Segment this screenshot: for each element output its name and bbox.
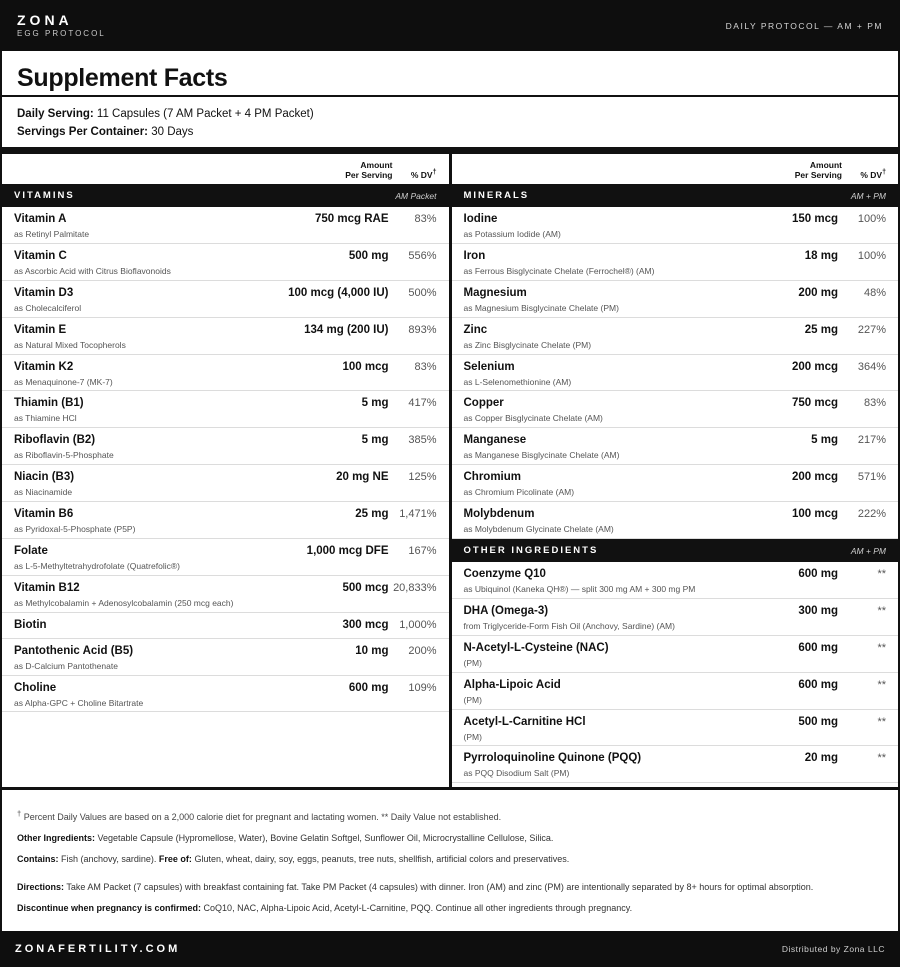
- section-note: AM Packet: [395, 190, 437, 201]
- ingredient-values: [798, 678, 886, 709]
- ingredient-name: Acetyl-L-Carnitine HCl: [463, 715, 586, 728]
- ingredient-dv: 109%: [408, 681, 437, 694]
- servings-per-container-line: [17, 123, 883, 141]
- ingredient-form: as Niacinamide: [14, 487, 73, 498]
- ingredient-form: as Magnesium Bisglycinate Chelate (PM): [463, 302, 619, 313]
- ingredient-values: [792, 396, 886, 427]
- section-bar-vitamins: [2, 184, 449, 207]
- other-ingredients-list: [452, 562, 899, 783]
- ingredient-amount: 500 mg: [798, 715, 838, 728]
- dv-header: % DV†: [410, 168, 437, 180]
- ingredient-form: as Zinc Bisglycinate Chelate (PM): [463, 339, 592, 350]
- ingredient-form: as Potassium Iodide (AM): [463, 229, 561, 239]
- ingredient-amount: 25 mg: [355, 508, 389, 521]
- ingredient-name: Pantothenic Acid (B5): [14, 644, 134, 657]
- ingredient-row: [452, 465, 899, 502]
- section-title: VITAMINS: [14, 190, 75, 201]
- ingredient-amount: 5 mg: [811, 434, 838, 447]
- section-note: AM + PM: [850, 545, 886, 556]
- ingredient-name: Biotin: [14, 618, 47, 631]
- ingredient-values: [342, 618, 436, 638]
- ingredient-name: Vitamin C: [14, 249, 67, 262]
- ingredient-row: [2, 355, 449, 392]
- ingredient-dv: 217%: [857, 434, 886, 447]
- contains-note: Contains: Fish (anchovy, sardine). Free of: Gluten, wheat, dairy, soy, eggs, peanuts, tree nuts, shellfish, artificial colors and preservatives.: [17, 854, 570, 864]
- ingredient-form: as Thiamine HCl: [14, 413, 77, 424]
- ingredient-values: [792, 212, 886, 243]
- ingredient-name: Chromium: [463, 471, 521, 484]
- left-column: [2, 154, 452, 787]
- ingredient-info: [14, 249, 171, 280]
- ingredient-name: Iron: [463, 249, 486, 262]
- ingredient-row: [2, 576, 449, 613]
- section-bar-minerals: [452, 184, 899, 207]
- amount-header-line2: Per Serving: [794, 170, 842, 180]
- ingredient-dv: 364%: [857, 360, 886, 373]
- ingredient-amount: 5 mg: [361, 434, 389, 447]
- ingredient-form: as Cholecalciferol: [14, 302, 82, 313]
- ingredient-row: [452, 673, 899, 710]
- dagger-mark: †: [882, 168, 886, 177]
- ingredient-amount: 1,000 mcg DFE: [306, 545, 389, 558]
- ingredient-amount: 600 mg: [798, 568, 838, 581]
- ingredient-form: (PM): [463, 731, 482, 742]
- ingredient-values: [342, 360, 436, 391]
- ingredient-amount: 100 mcg: [791, 508, 838, 521]
- ingredient-dv: 227%: [857, 323, 886, 336]
- ingredient-form: as Riboflavin-5-Phosphate: [14, 450, 114, 461]
- ingredient-form: as PQQ Disodium Salt (PM): [463, 768, 570, 779]
- daily-serving-value: 11 Capsules (7 AM Packet + 4 PM Packet): [96, 108, 314, 120]
- ingredient-values: [811, 433, 886, 464]
- title-area: [2, 51, 898, 97]
- ingredient-dv: **: [877, 568, 886, 581]
- ingredient-row: [452, 355, 899, 392]
- ingredient-values: [805, 249, 886, 280]
- ingredient-name: Folate: [14, 545, 48, 558]
- ingredient-amount: 18 mg: [804, 249, 838, 262]
- ingredient-info: [464, 604, 675, 635]
- ingredient-info: [464, 286, 619, 317]
- ingredient-values: [304, 323, 436, 354]
- ingredient-row: [452, 636, 899, 673]
- ingredient-row: [2, 465, 449, 502]
- ingredient-form: as Ferrous Bisglycinate Chelate (Ferrochel®) (AM): [463, 265, 655, 276]
- ingredient-name: Riboflavin (B2): [14, 434, 96, 447]
- ingredient-form: as L-5-Methyltetrahydrofolate (Quatrefolic®): [14, 561, 180, 572]
- daily-serving-label: Daily Serving:: [17, 108, 94, 120]
- discontinue-note: Discontinue when pregnancy is confirmed: CoQ10, NAC, Alpha-Lipoic Acid, Acetyl-L-Carnitine, PQQ. Continue all other ingredients through pregnancy.: [17, 903, 633, 913]
- column-header: [452, 154, 899, 184]
- ingredient-amount: 5 mg: [361, 397, 389, 410]
- ingredient-amount: 300 mg: [798, 604, 838, 617]
- ingredient-form: as Chromium Picolinate (AM): [463, 487, 575, 498]
- ingredient-row: [2, 676, 449, 713]
- ingredient-dv: 83%: [863, 397, 886, 410]
- ingredient-row: [2, 428, 449, 465]
- page-title: Supplement Facts: [17, 64, 228, 92]
- ingredient-values: [798, 715, 886, 746]
- brand-name: ZONA: [17, 12, 73, 28]
- ingredient-name: Vitamin E: [14, 323, 67, 336]
- ingredient-values: [349, 249, 437, 280]
- directions-note: Directions: Take AM Packet (7 capsules) with breakfast containing fat. Take PM Packet (4 capsules) with dinner. Iron (AM) and zinc (PM) are intentionally separated by 8+ hours for optimal absorption.: [17, 882, 814, 892]
- ingredient-amount: 500 mg: [348, 249, 389, 262]
- ingredient-values: [798, 641, 886, 672]
- ingredient-name: Zinc: [463, 323, 488, 336]
- ingredient-row: [2, 502, 449, 539]
- ingredient-form: as Molybdenum Glycinate Chelate (AM): [463, 524, 614, 535]
- amount-header-line1: Amount: [809, 160, 842, 170]
- ingredient-name: Iodine: [463, 213, 498, 225]
- ingredient-form: as Pyridoxal-5-Phosphate (P5P): [14, 524, 136, 535]
- ingredient-name: Vitamin K2: [14, 360, 74, 373]
- brand-subtitle: EGG PROTOCOL: [17, 29, 106, 38]
- ingredient-form: as Ascorbic Acid with Citrus Bioflavonoids: [14, 265, 171, 276]
- ingredient-row: [2, 207, 449, 244]
- amount-header-line2: Per Serving: [345, 170, 393, 180]
- thick-divider: [2, 147, 898, 154]
- ingredient-info: [14, 360, 113, 391]
- ingredient-row: [452, 318, 899, 355]
- ingredient-values: [798, 286, 886, 317]
- daily-serving-line: [17, 105, 883, 123]
- ingredient-row: [2, 244, 449, 281]
- ingredient-dv: **: [877, 752, 886, 765]
- ingredient-amount: 200 mg: [798, 286, 838, 299]
- ingredient-values: [355, 507, 436, 538]
- ingredient-dv: 83%: [414, 360, 437, 373]
- ingredient-amount: 600 mg: [798, 641, 838, 654]
- ingredient-form: as Ubiquinol (Kaneka QH®) — split 300 mg AM + 300 mg PM: [463, 584, 696, 595]
- ingredient-values: [349, 681, 437, 712]
- ingredient-form: as Copper Bisglycinate Chelate (AM): [463, 413, 603, 424]
- ingredient-values: [792, 360, 886, 391]
- ingredient-name: Magnesium: [463, 286, 527, 299]
- ingredient-name: Pyrroloquinoline Quinone (PQQ): [463, 752, 642, 765]
- ingredient-dv: 417%: [408, 397, 437, 410]
- dv-header: % DV†: [860, 168, 886, 180]
- ingredient-info: [464, 715, 586, 746]
- ingredient-row: [452, 599, 899, 636]
- ingredient-info: [14, 286, 81, 317]
- ingredient-name: Vitamin B12: [14, 581, 80, 594]
- ingredient-amount: 500 mcg: [342, 581, 389, 594]
- ingredient-row: [2, 639, 449, 676]
- ingredient-form: (PM): [463, 694, 482, 705]
- ingredient-info: [14, 507, 135, 538]
- ingredient-amount: 20 mg NE: [336, 471, 389, 484]
- ingredient-row: [452, 562, 899, 599]
- ingredient-amount: 25 mg: [804, 323, 838, 336]
- ingredient-name: Molybdenum: [463, 508, 535, 521]
- ingredient-info: [464, 507, 614, 538]
- ingredient-values: [355, 644, 436, 675]
- dagger-mark: †: [432, 168, 437, 177]
- ingredient-amount: 134 mg (200 IU): [304, 323, 389, 336]
- ingredient-name: Vitamin A: [14, 213, 67, 225]
- ingredient-amount: 750 mcg RAE: [314, 213, 389, 225]
- ingredient-form: (PM): [463, 657, 482, 668]
- ingredient-name: Selenium: [463, 360, 515, 373]
- ingredient-amount: 20 mg: [804, 752, 838, 765]
- section-note: AM + PM: [850, 190, 886, 201]
- ingredient-form: as L-Selenomethionine (AM): [463, 376, 572, 387]
- ingredient-row: [452, 391, 899, 428]
- ingredient-values: [798, 604, 886, 635]
- ingredient-row: [2, 613, 449, 639]
- amount-header: [762, 160, 842, 180]
- ingredient-info: [14, 433, 114, 464]
- amount-header: [313, 160, 393, 180]
- ingredient-info: [14, 323, 126, 354]
- ingredient-amount: 750 mcg: [791, 397, 838, 410]
- ingredient-dv: 385%: [408, 434, 437, 447]
- ingredient-name: DHA (Omega-3): [463, 604, 549, 617]
- ingredient-name: Niacin (B3): [14, 471, 75, 484]
- bottom-bar: [0, 931, 900, 967]
- footnotes: [2, 790, 898, 931]
- ingredient-values: [336, 470, 436, 501]
- ingredient-amount: 300 mcg: [342, 618, 389, 631]
- ingredient-row: [2, 391, 449, 428]
- ingredient-row: [452, 281, 899, 318]
- ingredient-name: Coenzyme Q10: [463, 568, 546, 581]
- ingredient-form: as Retinyl Palmitate: [14, 229, 90, 239]
- minerals-list: [452, 207, 899, 539]
- ingredient-name: Thiamin (B1): [14, 397, 84, 410]
- ingredient-values: [315, 212, 437, 243]
- ingredient-amount: 10 mg: [355, 644, 389, 657]
- ingredient-info: [464, 641, 609, 672]
- protocol-label: DAILY PROTOCOL — AM + PM: [725, 20, 883, 31]
- ingredient-form: from Triglyceride-Form Fish Oil (Anchovy, Sardine) (AM): [463, 620, 675, 631]
- ingredient-info: [464, 433, 620, 464]
- ingredient-form: as Alpha-GPC + Choline Bitartrate: [14, 697, 144, 708]
- column-header: [2, 154, 449, 184]
- ingredient-info: [464, 249, 655, 280]
- servings-label: Servings Per Container:: [17, 126, 149, 138]
- facts-panel: [0, 51, 900, 931]
- ingredient-row: [452, 746, 899, 783]
- ingredient-dv: **: [877, 604, 886, 617]
- ingredient-dv: 1,000%: [399, 618, 437, 631]
- ingredient-row: [452, 207, 899, 244]
- ingredient-values: [805, 751, 886, 782]
- section-bar-other-ingredients: [452, 539, 899, 562]
- ingredient-form: as Methylcobalamin + Adenosylcobalamin (250 mcg each): [14, 597, 234, 608]
- ingredient-dv: 83%: [414, 213, 437, 225]
- ingredient-info: [14, 581, 233, 612]
- ingredient-dv: 1,471%: [399, 508, 437, 521]
- ingredient-amount: 200 mcg: [791, 471, 838, 484]
- ingredient-info: [464, 567, 696, 598]
- ingredient-amount: 100 mcg: [342, 360, 389, 373]
- section-title: MINERALS: [463, 190, 530, 201]
- ingredient-row: [2, 318, 449, 355]
- ingredient-dv: 167%: [408, 545, 437, 558]
- ingredient-values: [288, 286, 436, 317]
- ingredient-name: Alpha-Lipoic Acid: [463, 678, 561, 691]
- ingredient-name: Choline: [14, 681, 57, 694]
- ingredient-values: [792, 470, 886, 501]
- ingredient-values: [362, 433, 437, 464]
- ingredient-values: [307, 544, 437, 575]
- ingredient-form: as Natural Mixed Tocopherols: [14, 339, 126, 350]
- ingredient-info: [14, 618, 47, 638]
- ingredient-amount: 150 mcg: [791, 213, 838, 225]
- ingredient-values: [362, 396, 437, 427]
- ingredient-values: [805, 323, 886, 354]
- ingredient-info: [14, 681, 143, 712]
- ingredient-info: [14, 212, 89, 243]
- dv-footnote: † Percent Daily Values are based on a 2,000 calorie diet for pregnant and lactating women. ** Daily Value not established.: [17, 809, 502, 822]
- ingredient-dv: 100%: [857, 213, 886, 225]
- ingredient-dv: **: [877, 678, 886, 691]
- ingredient-name: Vitamin D3: [14, 286, 74, 299]
- ingredient-info: [14, 644, 133, 675]
- ingredient-amount: 600 mg: [798, 678, 838, 691]
- ingredient-amount: 100 mcg (4,000 IU): [288, 286, 389, 299]
- facts-columns: [2, 154, 898, 790]
- ingredient-dv: 893%: [408, 323, 437, 336]
- brand-block: [17, 12, 106, 39]
- ingredient-amount: 200 mcg: [791, 360, 838, 373]
- top-bar: [0, 0, 900, 51]
- ingredient-dv: 100%: [857, 249, 886, 262]
- ingredient-dv: 48%: [863, 286, 886, 299]
- ingredient-dv: 500%: [408, 286, 437, 299]
- ingredient-dv: 222%: [857, 508, 886, 521]
- section-title: OTHER INGREDIENTS: [463, 545, 599, 557]
- amount-header-line1: Amount: [360, 160, 393, 170]
- ingredient-info: [14, 544, 180, 575]
- website-label: ZONAFERTILITY.COM: [15, 943, 181, 955]
- ingredient-name: Manganese: [463, 434, 527, 447]
- ingredient-dv: 20,833%: [393, 581, 437, 594]
- ingredient-info: [464, 212, 561, 243]
- right-column: [452, 154, 899, 787]
- other-ingredients-note: Other Ingredients: Vegetable Capsule (Hypromellose, Water), Bovine Gelatin Softgel, Sunflower Oil, Microcrystalline Cellulose, Silica.: [17, 833, 554, 843]
- ingredient-row: [452, 244, 899, 281]
- ingredient-row: [2, 281, 449, 318]
- ingredient-dv: **: [877, 715, 886, 728]
- distributor-label: Distributed by Zona LLC: [781, 944, 885, 954]
- ingredient-name: Copper: [463, 397, 504, 410]
- ingredient-dv: 125%: [408, 471, 437, 484]
- ingredient-name: N-Acetyl-L-Cysteine (NAC): [463, 641, 609, 654]
- vitamins-list: [2, 207, 449, 712]
- ingredient-dv: **: [877, 641, 886, 654]
- ingredient-info: [464, 678, 561, 709]
- ingredient-info: [464, 751, 642, 782]
- ingredient-info: [464, 396, 603, 427]
- ingredient-name: Vitamin B6: [14, 508, 74, 521]
- ingredient-info: [464, 470, 575, 501]
- ingredient-dv: 200%: [408, 644, 437, 657]
- ingredient-info: [464, 323, 592, 354]
- ingredient-info: [14, 396, 84, 427]
- ingredient-row: [452, 428, 899, 465]
- ingredient-form: as D-Calcium Pantothenate: [14, 660, 118, 671]
- ingredient-row: [452, 502, 899, 539]
- ingredient-row: [2, 539, 449, 576]
- ingredient-dv: 571%: [857, 471, 886, 484]
- ingredient-values: [342, 581, 436, 612]
- ingredient-dv: 556%: [408, 249, 437, 262]
- ingredient-form: as Manganese Bisglycinate Chelate (AM): [463, 450, 620, 461]
- ingredient-values: [798, 567, 886, 598]
- ingredient-values: [792, 507, 886, 538]
- ingredient-info: [464, 360, 572, 391]
- ingredient-info: [14, 470, 74, 501]
- servings-value: 30 Days: [151, 126, 194, 138]
- ingredient-row: [452, 710, 899, 747]
- serving-info: [2, 97, 898, 147]
- ingredient-amount: 600 mg: [348, 681, 389, 694]
- ingredient-form: as Menaquinone-7 (MK-7): [14, 376, 113, 387]
